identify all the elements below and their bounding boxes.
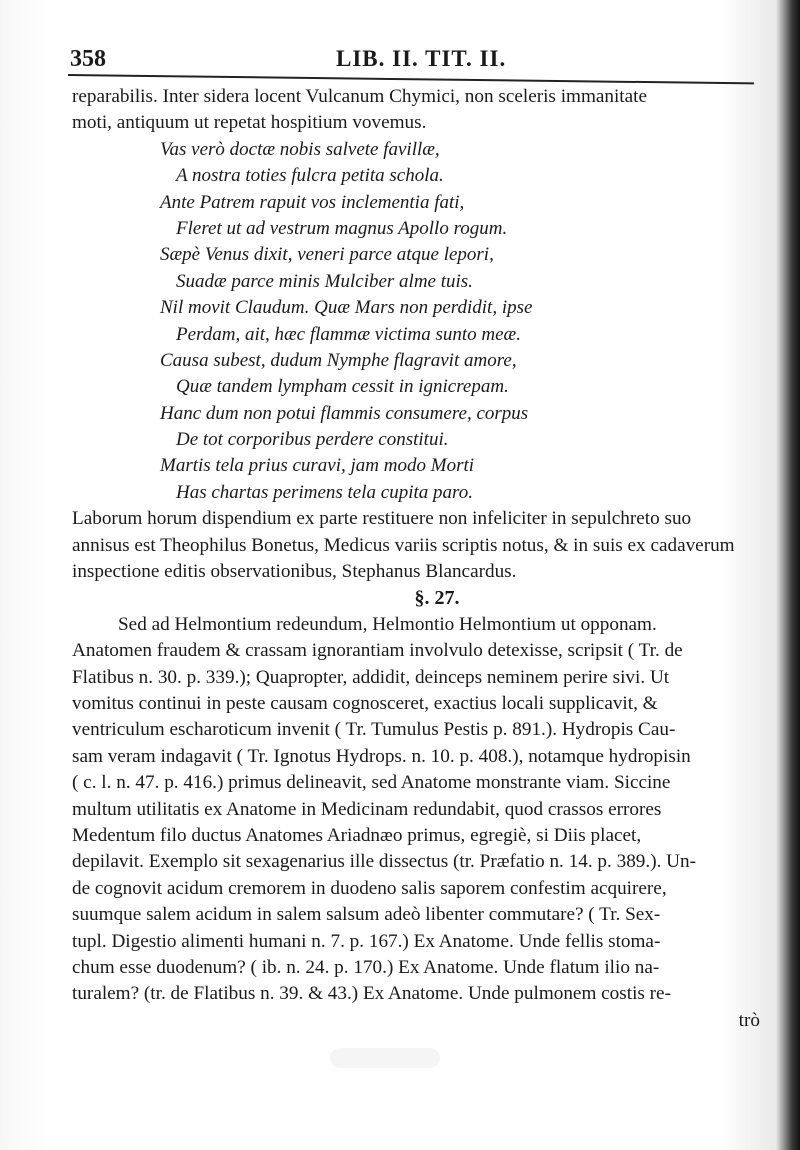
prose-line: reparabilis. Inter sidera locent Vulcanum Chymici, non sceleris immanitate <box>72 86 648 107</box>
prose-line: annisus est Theophilus Bonetus, Medicus variis scriptis notus, & in suis ex cadaverum <box>72 534 735 556</box>
verse-line-indented: Suadæ parce minis Mulciber alme tuis. <box>176 270 473 292</box>
verse-line: Vas verò doctæ nobis salvete favillæ, <box>160 138 440 160</box>
prose-line: suumque salem acidum in salem salsum adeò libenter commutare? ( Tr. Sex- <box>72 904 661 926</box>
prose-line: chum esse duodenum? ( ib. n. 24. p. 170.) Ex Anatome. Unde flatum ilio na- <box>72 956 660 978</box>
prose-line: de cognovit acidum cremorem in duodeno salis saporem confestim acquirere, <box>72 877 667 899</box>
prose-line: Flatibus n. 30. p. 339.); Quapropter, addidit, deinceps neminem perire sivi. Ut <box>72 666 670 688</box>
verse-line: Nil movit Claudum. Quæ Mars non perdidit, ipse <box>160 297 533 319</box>
verse-line: Hanc dum non potui flammis consumere, corpus <box>160 402 529 424</box>
verse-line: Causa subest, dudum Nymphe flagravit amore, <box>160 349 517 371</box>
prose-line: Medentum filo ductus Anatomes Ariadnæo primus, egregiè, si Diis placet, <box>72 824 642 846</box>
prose-line: vomitus continui in peste causam cognosceret, exactius locali supplicavit, & <box>72 692 658 714</box>
verse-line-indented: Has chartas perimens tela cupita paro. <box>176 481 473 503</box>
prose-line: inspectione editis observationibus, Stephanus Blancardus. <box>72 561 517 583</box>
page-number: 358 <box>70 46 106 72</box>
paragraph-first-line: Sed ad Helmontium redeundum, Helmontio Helmontium ut opponam. <box>118 613 657 635</box>
running-title: LIB. II. TIT. II. <box>336 46 507 71</box>
prose-line: moti, antiquum ut repetat hospitium vovemus. <box>72 112 427 134</box>
prose-line: Anatomen fraudem & crassam ignorantiam involvulo detexisse, scripsit ( Tr. de <box>72 640 683 662</box>
verse-line: Sæpè Venus dixit, veneri parce atque lepori, <box>160 244 494 266</box>
verse-line-indented: Perdam, ait, hæc flammæ victima sunto meæ. <box>176 323 521 345</box>
prose-line: multum utilitatis ex Anatome in Medicinam redundabit, quod crassos errores <box>72 798 662 820</box>
prose-line: ( c. l. n. 47. p. 416.) primus delineavit, sed Anatome monstrante viam. Siccine <box>72 772 671 794</box>
prose-line: Laborum horum dispendium ex parte restituere non infeliciter in sepulchreto suo <box>72 508 692 530</box>
section-heading: §. 27. <box>414 587 460 610</box>
verse-line-indented: A nostra toties fulcra petita schola. <box>176 165 444 187</box>
verse-line: Martis tela prius curavi, jam modo Morti <box>160 455 475 477</box>
verse-line: Ante Patrem rapuit vos inclementia fati, <box>160 191 465 213</box>
prose-line: sam veram indagavit ( Tr. Ignotus Hydrops. n. 10. p. 408.), notamque hydropisin <box>72 745 691 767</box>
verse-line-indented: Quæ tandem lympham cessit in ignicrepam. <box>176 376 509 398</box>
verse-line-indented: Fleret ut ad vestrum magnus Apollo rogum. <box>176 217 508 239</box>
prose-line: ventriculum escharoticum invenit ( Tr. Tumulus Pestis p. 891.). Hydropis Cau- <box>72 719 676 741</box>
verse-line-indented: De tot corporibus perdere constitui. <box>176 429 449 451</box>
text-body <box>72 84 762 1034</box>
catchword: trò <box>738 1009 760 1031</box>
prose-line: turalem? (tr. de Flatibus n. 39. & 43.) Ex Anatome. Unde pulmonem costis re- <box>72 983 671 1005</box>
bleed-through-smudge <box>330 1048 440 1068</box>
prose-line: tupl. Digestio alimenti humani n. 7. p. 167.) Ex Anatome. Unde fellis stoma- <box>72 930 661 952</box>
page-header <box>68 44 758 76</box>
prose-line: depilavit. Exemplo sit sexagenarius ille dissectus (tr. Præfatio n. 14. p. 389.). Un- <box>72 851 697 873</box>
